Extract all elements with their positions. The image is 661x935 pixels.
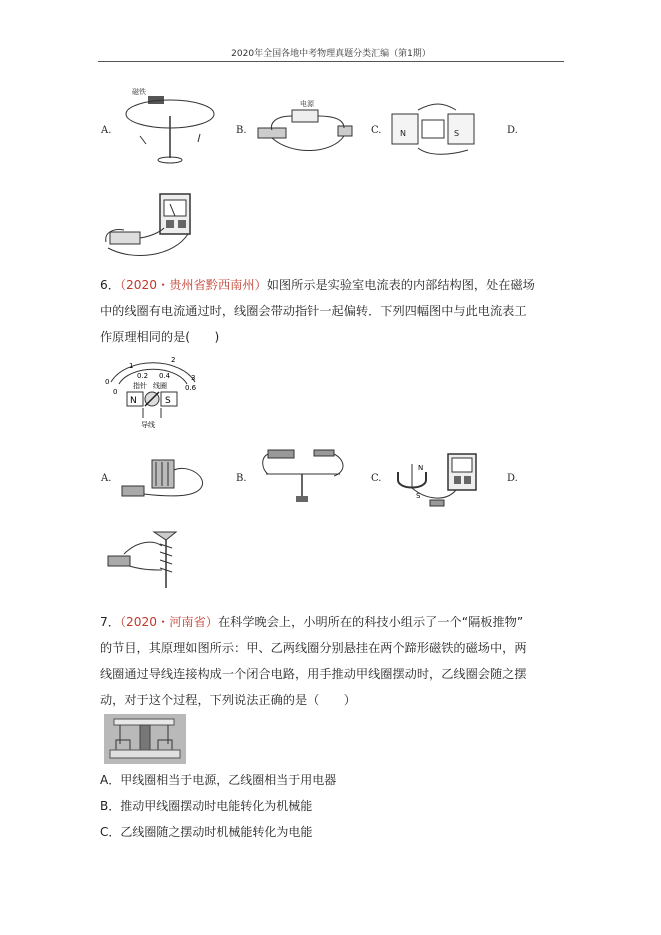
svg-text:N: N — [418, 464, 424, 472]
q7-text-line3: 线圈通过导线连接构成一个闭合电路，用手推动甲线圈摆动时，乙线圈会随之摆 — [100, 667, 527, 681]
q5-option-b-label: B. — [236, 125, 247, 136]
q6-figure-c — [386, 450, 486, 512]
header-rule — [98, 61, 564, 62]
q7-source: （2020・河南省） — [119, 615, 218, 629]
q5-figure-a — [120, 86, 215, 166]
q6-option-a-label: A. — [101, 473, 112, 484]
svg-text:N: N — [400, 129, 406, 138]
q7-text-line4: 动，对于这个过程，下列说法正确的是（ ） — [100, 693, 356, 707]
svg-text:N: N — [130, 396, 137, 406]
svg-text:2: 2 — [171, 356, 176, 364]
svg-text:0.6: 0.6 — [185, 384, 197, 392]
q7-choice-c: C．乙线圈随之摆动时机械能转化为电能 — [100, 825, 313, 839]
q5-figure-c — [388, 102, 488, 157]
q7-text-line1: 在科学晚会上，小明所在的科技小组示了一个“隔板推物” — [218, 615, 524, 629]
q6-source: （2020・贵州省黔西南州） — [119, 278, 267, 292]
q6-option-b-label: B. — [236, 473, 247, 484]
question-6 — [100, 272, 570, 350]
question-7 — [100, 609, 570, 713]
q6-figure-b — [260, 446, 350, 508]
q5-option-d-label: D. — [507, 125, 518, 136]
q7-choice-a: A．甲线圈相当于电源，乙线圈相当于用电器 — [100, 773, 337, 787]
svg-text:0: 0 — [113, 388, 118, 396]
svg-text:电源: 电源 — [300, 100, 314, 108]
svg-text:1: 1 — [129, 362, 134, 370]
q5-option-c-label: C. — [371, 125, 382, 136]
q6-figure-d — [104, 530, 179, 592]
q6-number: 6． — [100, 278, 120, 292]
svg-text:指针: 指针 — [133, 382, 147, 390]
q6-text-line1: 如图所示是实验室电流表的内部结构图，处在磁场 — [266, 278, 535, 292]
q5-figure-d — [104, 192, 199, 262]
q7-choice-b: B．推动甲线圈摆动时电能转化为机械能 — [100, 799, 313, 813]
svg-text:3: 3 — [191, 374, 196, 382]
q7-number: 7． — [100, 615, 120, 629]
q6-text-line3: 作原理相同的是( ) — [100, 330, 220, 344]
q6-figure-a — [118, 456, 213, 504]
svg-text:0.2: 0.2 — [137, 372, 149, 380]
svg-text:S: S — [165, 396, 171, 406]
q7-photo — [104, 714, 186, 764]
q7-text-line2: 的节目，其原理如图所示：甲、乙两线圈分别悬挂在两个蹄形磁铁的磁场中，两 — [100, 641, 527, 655]
q5-option-a-label: A. — [101, 125, 112, 136]
svg-text:导线: 导线 — [141, 421, 155, 429]
q6-option-c-label: C. — [371, 473, 382, 484]
svg-text:0.4: 0.4 — [159, 372, 171, 380]
svg-text:S: S — [416, 492, 421, 500]
q6-ammeter-diagram — [103, 354, 203, 430]
svg-text:0: 0 — [105, 378, 110, 386]
q5-a-magnet-label: 磁铁 — [132, 88, 146, 96]
q6-option-d-label: D. — [507, 473, 518, 484]
svg-text:S: S — [454, 129, 460, 138]
q5-figure-b — [252, 96, 357, 156]
page-header: 2020年全国各地中考物理真题分类汇编（第1期） — [231, 49, 431, 59]
q6-text-line2: 中的线圈有电流通过时，线圈会带动指针一起偏转．下列四幅图中与此电流表工 — [100, 304, 527, 318]
svg-text:线圈: 线圈 — [153, 382, 167, 390]
